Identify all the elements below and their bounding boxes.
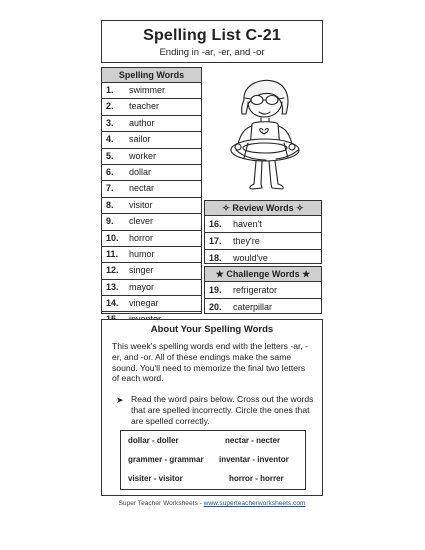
instruction-text: Read the word pairs below. Cross out the words that are spelled incorrectly. Circle the ones that are spelled correctly.	[131, 394, 314, 426]
word-row	[102, 181, 201, 197]
spelling-word: refrigerator	[233, 285, 278, 295]
word-number: 4.	[106, 134, 114, 145]
spelling-word: clever	[129, 216, 154, 227]
footer-link[interactable]: www.superteacherworksheets.com	[203, 500, 306, 507]
word-number: 9.	[106, 216, 114, 227]
spelling-word: teacher	[129, 101, 160, 112]
word-pair[interactable]: inventar - inventor	[219, 455, 289, 464]
review-words-box	[204, 200, 322, 264]
word-number: 8.	[106, 199, 114, 210]
spelling-words-box	[101, 67, 202, 314]
page-title: Spelling List C-21	[143, 27, 281, 44]
word-row	[102, 247, 201, 263]
word-number: 2.	[106, 101, 114, 112]
spelling-word: author	[129, 117, 155, 128]
girl-swim-ring-illustration	[214, 70, 314, 198]
word-number: 13.	[106, 281, 119, 292]
word-number: 10.	[106, 232, 119, 243]
spelling-word: nectar	[129, 183, 155, 194]
word-number: 18.	[209, 253, 222, 263]
spelling-word: would've	[233, 253, 268, 263]
word-number: 17.	[209, 236, 222, 246]
word-number: 20.	[209, 302, 222, 312]
word-row	[205, 216, 321, 233]
spelling-word: vinegar	[129, 298, 159, 309]
word-row	[205, 250, 321, 266]
word-number: 6.	[106, 166, 114, 177]
word-number: 5.	[106, 150, 114, 161]
word-number: 19.	[209, 285, 222, 295]
challenge-words-box	[204, 266, 322, 314]
word-number: 16.	[209, 219, 222, 229]
word-row	[102, 132, 201, 148]
spelling-word: singer	[129, 265, 154, 276]
word-number: 14.	[106, 298, 119, 309]
word-row	[102, 165, 201, 181]
spelling-word: mayor	[129, 281, 155, 292]
spelling-word: haven't	[233, 219, 262, 229]
word-pair[interactable]: grammer - grammar	[128, 455, 204, 464]
spelling-word: caterpillar	[233, 302, 273, 312]
spelling-word: horror	[129, 232, 154, 243]
word-row	[102, 231, 201, 247]
spelling-word: dollar	[129, 166, 152, 177]
spelling-word: worker	[129, 150, 157, 161]
word-pair[interactable]: horror - horrer	[229, 474, 284, 483]
word-row	[102, 149, 201, 165]
footer-text: Super Teacher Worksheets -	[118, 500, 204, 507]
about-title: About Your Spelling Words	[150, 324, 274, 335]
word-row	[205, 233, 321, 250]
word-number: 3.	[106, 117, 114, 128]
word-row	[102, 198, 201, 214]
word-pair[interactable]: dollar - doller	[128, 436, 179, 445]
about-box	[101, 319, 323, 496]
word-row	[102, 280, 201, 296]
word-row	[205, 282, 321, 299]
challenge-words-header: ★ Challenge Words ★	[205, 267, 321, 282]
word-number: 7.	[106, 183, 114, 194]
spelling-word: visitor	[129, 199, 153, 210]
word-pairs-box	[120, 430, 306, 490]
word-row	[102, 296, 201, 312]
spelling-word: sailor	[129, 134, 151, 145]
review-words-header: ✧ Review Words ✧	[205, 201, 321, 216]
spelling-word: they're	[233, 236, 260, 246]
word-row	[102, 99, 201, 115]
spelling-word: humor	[129, 248, 155, 259]
word-number: 11.	[106, 248, 119, 259]
word-pair[interactable]: nectar - necter	[225, 436, 281, 445]
word-number: 12.	[106, 265, 119, 276]
word-row	[102, 116, 201, 132]
word-row	[205, 299, 321, 315]
footer	[101, 500, 323, 507]
word-row	[102, 214, 201, 230]
word-pair[interactable]: visiter - visitor	[128, 474, 183, 483]
arrow-bullet-icon: ➤	[116, 395, 124, 405]
word-row	[102, 83, 201, 99]
title-box	[101, 20, 323, 63]
spelling-word: swimmer	[129, 85, 165, 95]
word-number: 1.	[106, 85, 114, 95]
about-paragraph: This week's spelling words end with the letters -ar, -er, and -or. All of these endings make the same sound. You'll need to memorize the final two letters of each word.	[112, 341, 309, 384]
word-row	[102, 263, 201, 279]
page-subtitle: Ending in -ar, -er, and -or	[159, 47, 265, 58]
spelling-words-header: Spelling Words	[102, 68, 201, 83]
